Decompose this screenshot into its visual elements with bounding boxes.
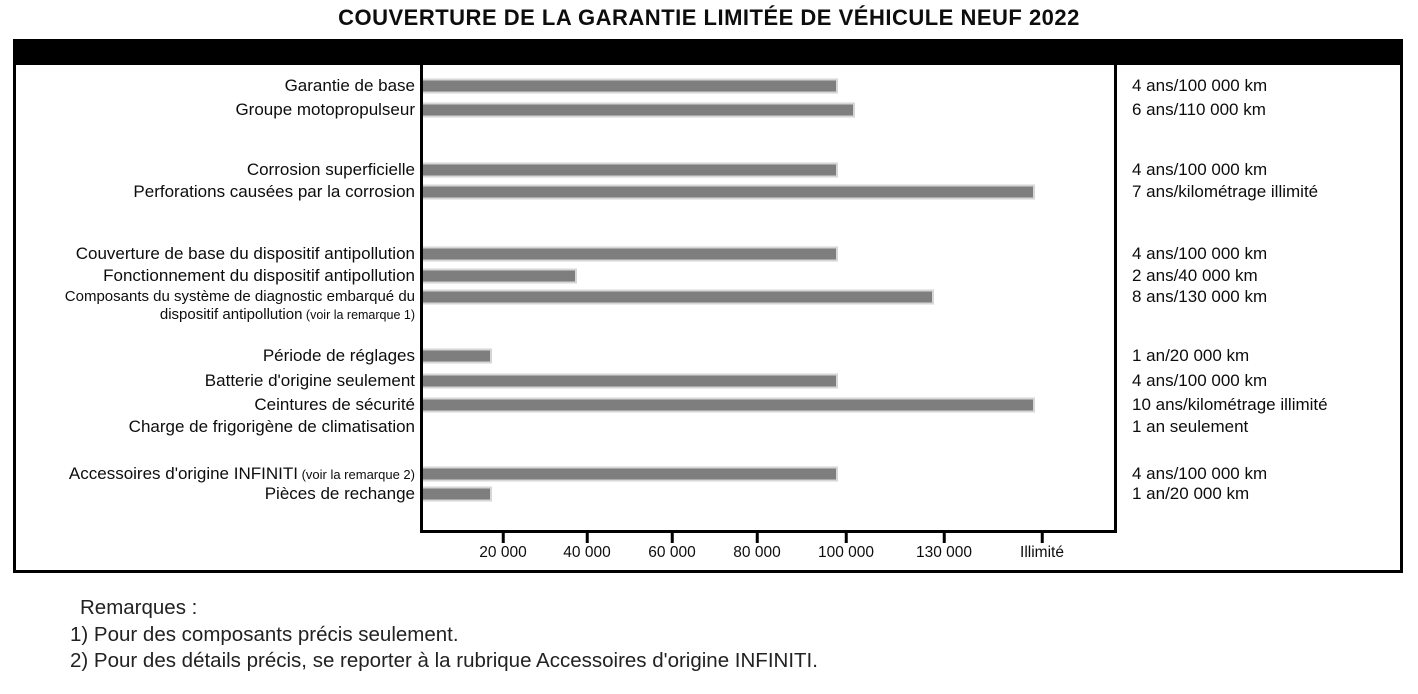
warranty-bar: [423, 349, 492, 364]
warranty-label-text: Charge de frigorigène de climatisation: [128, 417, 415, 436]
warranty-duration: 1 an/20 000 km: [1132, 484, 1250, 503]
warranty-row-label: [22, 266, 415, 286]
warranty-label-text: Accessoires d'origine INFINITI: [68, 464, 298, 483]
warranty-duration: 1 an/20 000 km: [1132, 346, 1250, 365]
warranty-label-text: Période de réglages: [262, 346, 415, 365]
warranty-row-label-line: [22, 76, 415, 96]
chart-frame: [13, 39, 1403, 573]
x-axis-tick-mark: [845, 533, 848, 543]
header-black-bar: [16, 42, 1400, 65]
warranty-bar: [423, 467, 838, 482]
warranty-row-label: [22, 464, 415, 485]
warranty-bar: [423, 185, 1035, 200]
remarks-heading: Remarques :: [80, 596, 198, 619]
warranty-row-label: [22, 346, 415, 366]
warranty-bar: [423, 247, 838, 262]
x-axis-tick-mark: [1041, 533, 1044, 543]
warranty-duration: 4 ans/100 000 km: [1132, 371, 1268, 390]
warranty-bar: [423, 269, 577, 284]
warranty-row-label-line: [22, 266, 415, 286]
warranty-label-text: Ceintures de sécurité: [254, 395, 415, 414]
warranty-row-label: [22, 160, 415, 180]
warranty-label-text: Pièces de rechange: [264, 484, 415, 503]
warranty-duration: 4 ans/100 000 km: [1132, 244, 1268, 263]
warranty-row-label-line: [22, 371, 415, 391]
warranty-row-label-line: [22, 395, 415, 415]
warranty-row-label-line: [22, 288, 415, 306]
warranty-row-label: [22, 288, 415, 324]
remarks: [70, 595, 818, 675]
warranty-label-text: Corrosion superficielle: [246, 160, 415, 179]
warranty-duration: 4 ans/100 000 km: [1132, 160, 1268, 179]
warranty-duration: 6 ans/110 000 km: [1132, 100, 1266, 119]
x-axis-tick-label: 20 000: [479, 544, 527, 561]
remark-item: 1) Pour des composants précis seulement.: [70, 622, 459, 646]
warranty-row-label: [22, 100, 415, 120]
chart-frame-inner: [16, 42, 1400, 570]
warranty-label-text: Composants du système de diagnostic embarqué du: [64, 288, 415, 305]
warranty-bar: [423, 487, 492, 502]
warranty-bar: [423, 79, 838, 94]
warranty-row-label-line: [22, 160, 415, 180]
warranty-row-label: [22, 182, 415, 202]
warranty-duration: 10 ans/kilométrage illimité: [1132, 395, 1328, 414]
warranty-duration: 7 ans/kilométrage illimité: [1132, 182, 1319, 201]
warranty-label-text: Couverture de base du dispositif antipollution: [75, 244, 415, 263]
warranty-row-label: [22, 76, 415, 96]
warranty-row-label-line: [22, 306, 415, 324]
warranty-label-text: Groupe motopropulseur: [235, 100, 415, 119]
warranty-label-text: Garantie de base: [284, 76, 415, 95]
x-axis-tick-label: 60 000: [648, 544, 696, 561]
x-axis-tick-label: Illimité: [1020, 544, 1064, 561]
warranty-label-note: (voir la remarque 1): [302, 308, 415, 322]
x-axis-tick-label: 100 000: [817, 544, 875, 561]
warranty-duration: 4 ans/100 000 km: [1132, 464, 1268, 483]
remark-item: 2) Pour des détails précis, se reporter à la rubrique Accessoires d'origine INFINITI.: [70, 649, 818, 672]
warranty-duration: 2 ans/40 000 km: [1132, 266, 1258, 285]
warranty-row-label-line: [22, 464, 415, 485]
warranty-row-label-line: [22, 484, 415, 504]
chart-title: COUVERTURE DE LA GARANTIE LIMITÉE DE VÉHICULE NEUF 2022: [338, 5, 1080, 30]
warranty-label-text: Perforations causées par la corrosion: [133, 182, 415, 201]
warranty-bar: [423, 163, 838, 178]
warranty-duration: 8 ans/130 000 km: [1132, 287, 1268, 306]
warranty-row-label-line: [22, 100, 415, 120]
warranty-label-text: dispositif antipollution: [159, 306, 303, 323]
warranty-label-text: Batterie d'origine seulement: [204, 371, 415, 390]
warranty-row-label: [22, 395, 415, 415]
x-axis-tick-mark: [671, 533, 674, 543]
warranty-duration: 4 ans/100 000 km: [1132, 76, 1268, 95]
warranty-bar: [423, 290, 934, 305]
x-axis-tick-mark: [502, 533, 505, 543]
warranty-row-label: [22, 244, 415, 264]
remarks-items: [70, 622, 818, 675]
x-axis-tick-mark: [586, 533, 589, 543]
warranty-bar: [423, 398, 1035, 413]
warranty-duration: 1 an seulement: [1132, 417, 1249, 436]
warranty-row-label: [22, 484, 415, 504]
warranty-row-label: [22, 417, 415, 437]
warranty-row-label: [22, 371, 415, 391]
warranty-bar: [423, 374, 838, 389]
x-axis-tick-label: 40 000: [563, 544, 611, 561]
warranty-row-label-line: [22, 417, 415, 437]
warranty-row-label-line: [22, 346, 415, 366]
x-axis-tick-mark: [756, 533, 759, 543]
warranty-row-label-line: [22, 182, 415, 202]
warranty-row-label-line: [22, 244, 415, 264]
x-axis-tick-mark: [943, 533, 946, 543]
warranty-bar: [423, 103, 855, 118]
x-axis-tick-label: 130 000: [915, 544, 973, 561]
x-axis-tick-label: 80 000: [733, 544, 781, 561]
warranty-label-note: (voir la remarque 2): [297, 467, 415, 482]
warranty-label-text: Fonctionnement du dispositif antipollution: [103, 266, 415, 285]
